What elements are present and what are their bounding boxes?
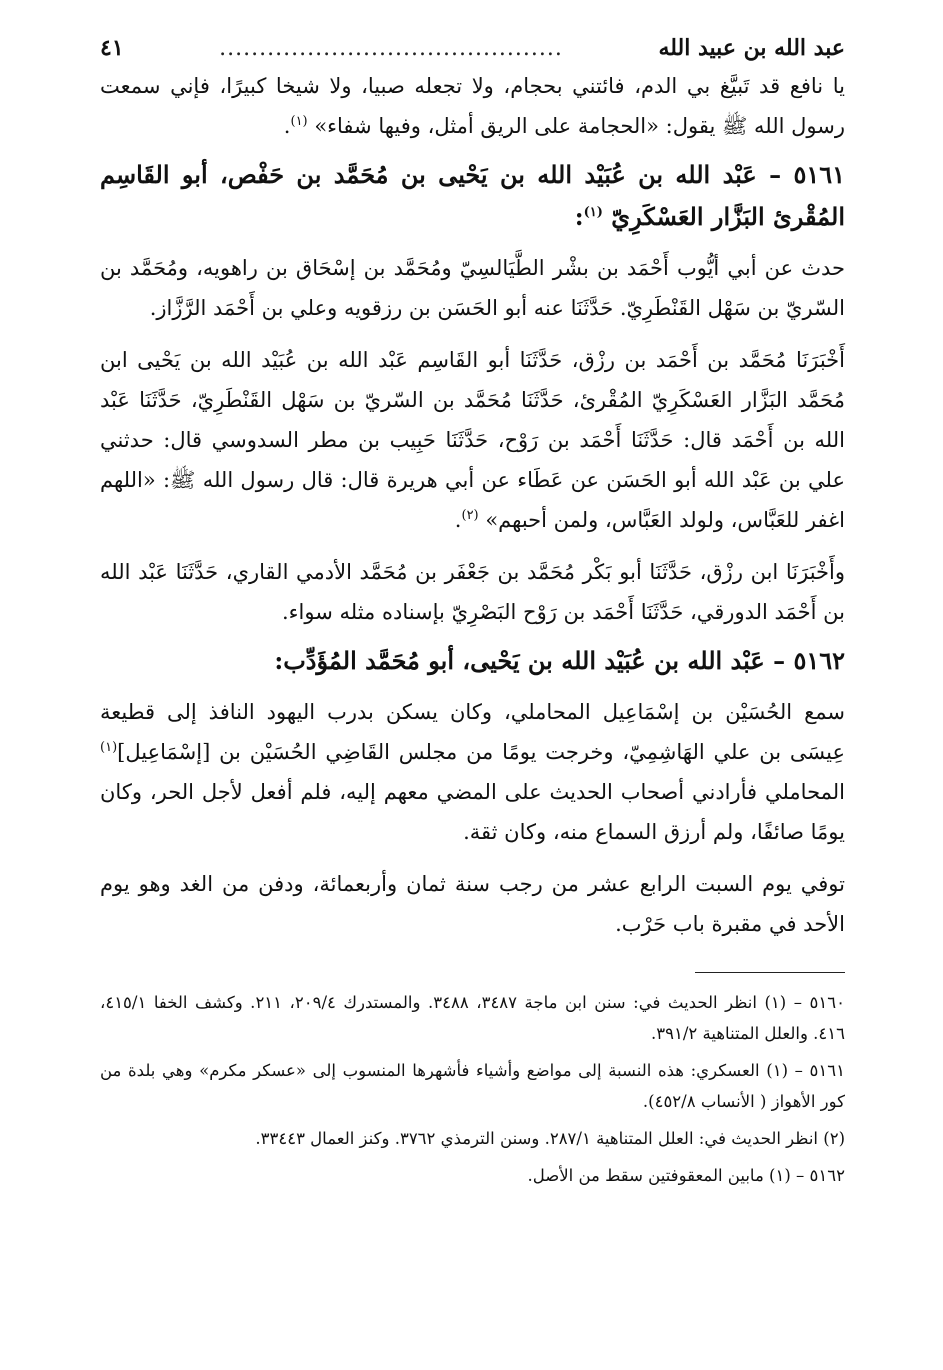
footnote-marker: (١) — [100, 740, 118, 755]
footnote: ٥١٦١ – (١) العسكري: هذه النسبة إلى مواضع وأشياء فأشهرها المنسوب إلى «عسكر مكرم» وهي بلدة من كور الأهواز ( الأنساب ٤٥٢/٨). — [100, 1061, 845, 1111]
entry-5161-paragraph-1: حدث عن أبي أيُّوب أَحْمَد بن بشْر الطَّيَالسِيّ ومُحَمَّد بن إسْحَاق بن راهويه، ومُحَمَّد بن السّريّ بن سَهْل القَنْطَرِيّ. حَدَّثَنَا عنه أبو الحَسَن بن رزقويه وعلي بن أَحْمَد الرَّزَّاز. — [100, 256, 845, 320]
heading-colon: : — [574, 202, 584, 231]
paragraph-text: سمع الحُسَيْن بن إسْمَاعِيل المحاملي، وكان يسكن بدرب اليهود النافذ إلى قطيعة عِيسَى بن علي الهَاشِمِيّ، وخرجت يومًا من مجلس القَاضِي الحُسَيْن بن [إسْمَاعِيل] — [100, 700, 845, 764]
entry-5161-paragraph-3: وأَخْبَرَنَا ابن رزْق، حَدَّثَنَا أبو بَكْر مُحَمَّد بن جَعْفَر بن مُحَمَّد الأدمي القاري، حَدَّثَنَا عَبْد الله بن أَحْمَد الدورقي، حَدَّثَنَا أَحْمَد بن رَوْح البَصْرِيّ بإسناده مثله سواء. — [100, 560, 845, 624]
footnote-marker: (١) — [290, 114, 308, 129]
leader-dots: ........................................... — [219, 36, 563, 61]
running-header-title: عبد الله بن عبيد الله — [658, 35, 845, 61]
footnote-marker: (٢) — [461, 508, 479, 523]
entry-number: ٥١٦٢ – — [773, 646, 845, 675]
footnote-separator — [695, 972, 845, 973]
footnote: ٥١٦٠ – (١) انظر الحديث في: سنن ابن ماجة ٣٤٨٧، ٣٤٨٨. والمستدرك ٢٠٩/٤، ٢١١. وكشف الخفا ٤١٥/١، ٤١٦. والعلل المتناهية ٣٩١/٢. — [100, 993, 845, 1043]
entry-heading-5161 — [100, 154, 845, 238]
entry-5162-paragraph-1 — [100, 692, 845, 852]
book-page — [100, 30, 845, 1197]
footnotes — [100, 987, 845, 1191]
paragraph-end: . — [454, 508, 462, 532]
continued-paragraph: يا نافع قد تَبيَّغ بي الدم، فائتني بحجام، ولا تجعله صبيا، ولا شيخا كبيرًا، فإني سمعت رسول الله ﷺ يقول: «الحجامة على الريق أمثل، وفيها شفاء» $^{(١)}$. — [100, 74, 845, 138]
paragraph-text: يا نافع قد تَبيَّغ بي الدم، فائتني بحجام، ولا تجعله صبيا، ولا شيخا كبيرًا، فإني سمعت رسول الله ﷺ يقول: «الحجامة على الريق أمثل، وفيها شفاء» — [100, 74, 845, 138]
page-number: ٤١ — [100, 35, 124, 61]
entry-heading-5162 — [100, 640, 845, 682]
entry-title: عَبْد الله بن عُبَيْد الله بن يَحْيى، أبو مُحَمَّد المُؤَدِّب: — [274, 646, 765, 675]
paragraph-text: أَخْبَرَنَا مُحَمَّد بن أَحْمَد بن رزْق، حَدَّثَنَا أبو القَاسِم عَبْد الله بن عُبَيْد الله بن يَحْيى ابن مُحَمَّد البَزَّار العَسْكَرِيّ المُقْرئ، حَدَّثَنَا مُحَمَّد بن السّريّ بن سَهْل القَنْطَرِيّ، حَدَّثَنَا عَبْد الله بن أَحْمَد قال: حَدَّثَنَا أَحْمَد بن رَوْح، حَدَّثَنَا حَبِيب بن مطر السدوسي قال: حدثني علي بن عَبْد الله أبو الحَسَن عن عَطَاء عن أبي هريرة قال: قال رسول الله ﷺ: «اللهم اغفر للعَبَّاس، ولولد العَبَّاس، ولمن أحبهم» — [100, 348, 845, 532]
running-header — [100, 30, 845, 66]
paragraph-text-cont: المحاملي فأرادني أصحاب الحديث على المضي معهم إليه، فلم أفعل لأجل الحر، وكان يومًا صائفًا، ولم أرزق السماع منه، وكان ثقة. — [100, 780, 845, 844]
entry-title: عَبْد الله بن عُبَيْد الله بن يَحْيى بن مُحَمَّد بن حَفْص، أبو القَاسِم المُقْرئ البَزَّار العَسْكَرِيّ — [100, 160, 845, 231]
entry-number: ٥١٦١ – — [769, 160, 846, 189]
footnote: (٢) انظر الحديث في: العلل المتناهية ٢٨٧/١. وسنن الترمذي ٣٧٦٢. وكنز العمال ٣٣٤٤٣. — [255, 1129, 845, 1148]
footnote-marker: (١) — [583, 205, 603, 220]
footnote: ٥١٦٢ – (١) مابين المعقوفتين سقط من الأصل. — [527, 1166, 845, 1185]
entry-5161-paragraph-2 — [100, 340, 845, 540]
entry-5162-paragraph-2: توفي يوم السبت الرابع عشر من رجب سنة ثمان وأربعمائة، ودفن من الغد وهو يوم الأحد في مقبرة باب حَرْب. — [100, 872, 845, 936]
